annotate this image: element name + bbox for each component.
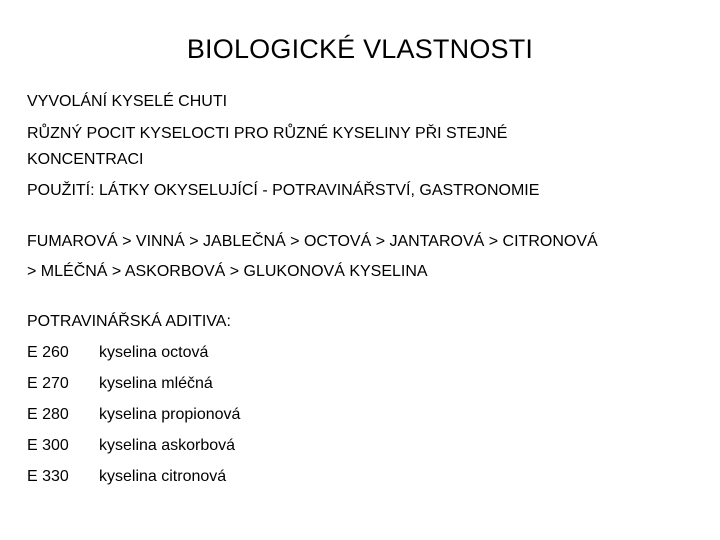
additive-name: kyselina mléčná <box>99 375 213 392</box>
additive-name: kyselina citronová <box>99 468 227 485</box>
additive-name: kyselina propionová <box>99 406 241 423</box>
additive-code: E 260 <box>27 344 69 361</box>
additive-code: E 270 <box>27 375 69 392</box>
text-line-acid-order-1: FUMAROVÁ > VINNÁ > JABLEČNÁ > OCTOVÁ > JANTAROVÁ > CITRONOVÁ <box>27 233 598 250</box>
additive-code: E 300 <box>27 437 69 454</box>
text-line-sour-taste: VYVOLÁNÍ KYSELÉ CHUTI <box>27 93 228 110</box>
text-line-acid-order-2: > MLÉČNÁ > ASKORBOVÁ > GLUKONOVÁ KYSELINA <box>27 263 428 280</box>
text-line-concentration: KONCENTRACI <box>27 151 144 168</box>
additive-code: E 280 <box>27 406 69 423</box>
text-line-sourness-perception: RŮZNÝ POCIT KYSELOCTI PRO RŮZNÉ KYSELINY PŘI STEJNÉ <box>27 125 508 142</box>
additive-name: kyselina askorbová <box>99 437 236 454</box>
additive-name: kyselina octová <box>99 344 209 361</box>
slide-title: BIOLOGICKÉ VLASTNOSTI <box>186 34 534 64</box>
additive-code: E 330 <box>27 468 69 485</box>
text-line-usage: POUŽITÍ: LÁTKY OKYSELUJÍCÍ - POTRAVINÁŘSTVÍ, GASTRONOMIE <box>27 182 540 199</box>
text-line-food-additives-heading: POTRAVINÁŘSKÁ ADITIVA: <box>27 313 231 330</box>
